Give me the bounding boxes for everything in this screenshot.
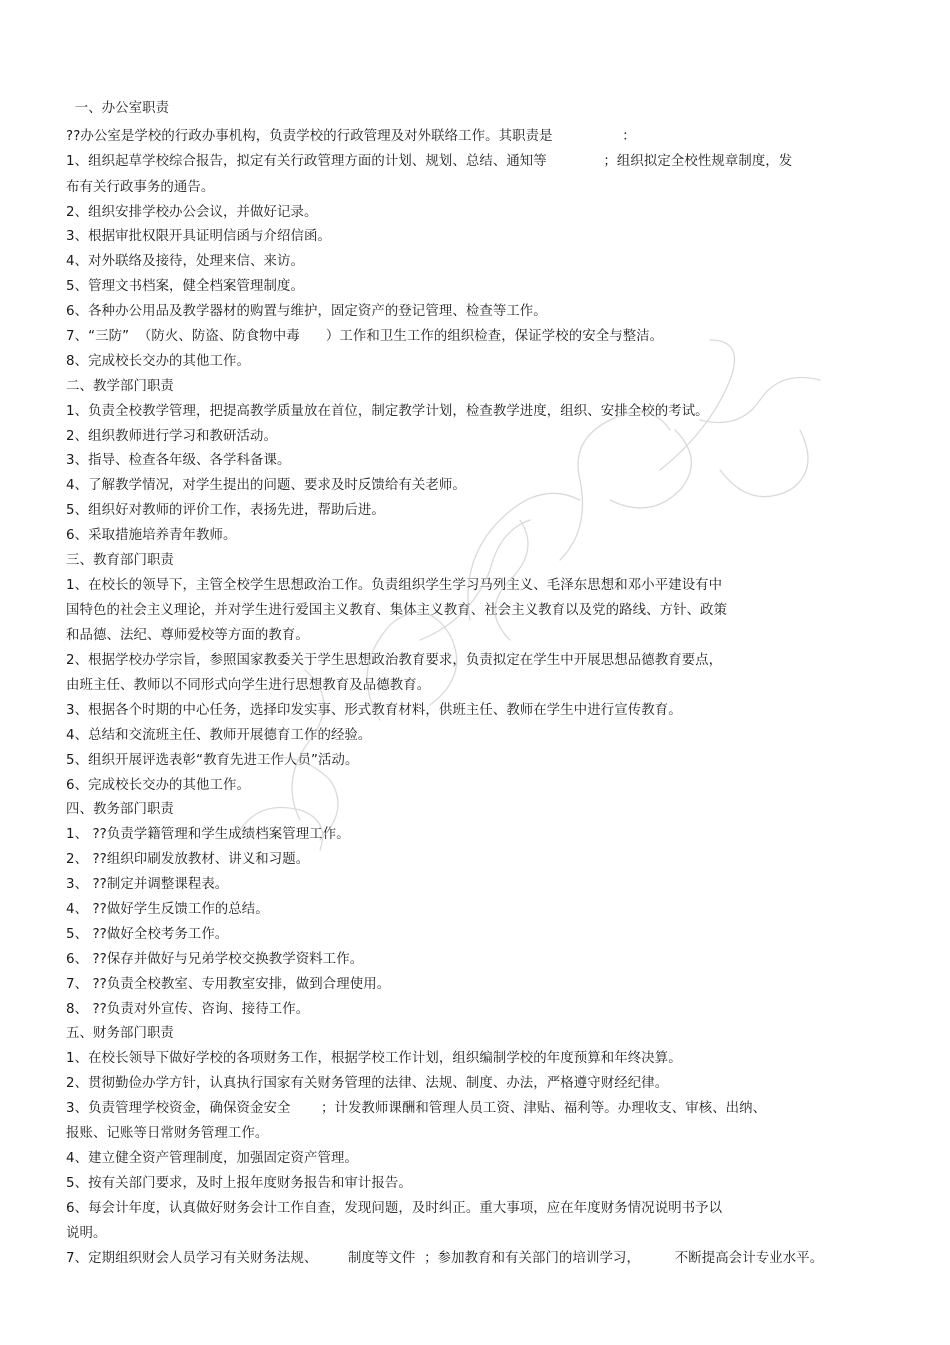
text-line: 8、 ??负责对外宣传、咨询、接待工作。: [66, 1002, 310, 1017]
text-line: 和品德、法纪、尊师爱校等方面的教育。: [66, 628, 309, 643]
text-line: 7、 ??负责全校教室、专用教室安排，做到合理使用。: [66, 977, 391, 992]
text-line: 3、根据审批权限开具证明信函与介绍信函。: [66, 229, 331, 244]
text-line: 6、完成校长交办的其他工作。: [66, 778, 250, 793]
text-line: 3、根据各个时期的中心任务，选择印发实事、形式教育材料，供班主任、教师在学生中进行宣传教育。: [66, 703, 682, 718]
text-line: 1、组织起草学校综合报告，拟定有关行政管理方面的计划、规划、总结、通知等 ；组织拟定全校性规章制度，发: [66, 154, 793, 169]
text-line: 3、负责管理学校资金，确保资金安全 ；计发教师课酬和管理人员工资、津贴、福利等。办理收支、审核、出纳、: [66, 1101, 767, 1116]
section-heading: 二、教学部门职责: [66, 379, 174, 394]
text-line: 4、 ??做好学生反馈工作的总结。: [66, 902, 269, 917]
text-line: 3、 ??制定并调整课程表。: [66, 877, 229, 892]
text-line: 1、负责全校教学管理，把提高教学质量放在首位，制定教学计划，检查教学进度，组织、安排全校的考试。: [66, 404, 709, 419]
section-heading: 一、办公室职责: [66, 101, 170, 116]
text-line: 布有关行政事务的通告。: [66, 180, 215, 195]
text-line: 由班主任、教师以不同形式向学生进行思想教育及品德教育。: [66, 678, 431, 693]
text-line: 5、按有关部门要求，及时上报年度财务报告和审计报告。: [66, 1176, 412, 1191]
text-line: 7、“三防” （防火、防盗、防食物中毒 ）工作和卫生工作的组织检查，保证学校的安全与整洁。: [66, 329, 664, 344]
text-line: 2、组织安排学校办公会议，并做好记录。: [66, 205, 318, 220]
text-line: 6、各种办公用品及教学器材的购置与维护，固定资产的登记管理、检查等工作。: [66, 304, 547, 319]
text-line: 4、建立健全资产管理制度，加强固定资产管理。: [66, 1151, 358, 1166]
text-line: 说明。: [66, 1226, 107, 1241]
text-line: 4、对外联络及接待，处理来信、来访。: [66, 254, 304, 269]
section-heading: 五、财务部门职责: [66, 1026, 174, 1041]
text-line: 国特色的社会主义理论，并对学生进行爱国主义教育、集体主义教育、社会主义教育以及党的路线、方针、政策: [66, 603, 728, 618]
text-line: ??办公室是学校的行政办事机构，负责学校的行政管理及对外联络工作。其职责是 ：: [66, 129, 636, 144]
text-line: 2、 ??组织印刷发放教材、讲义和习题。: [66, 852, 310, 867]
text-line: 3、指导、检查各年级、各学科备课。: [66, 453, 291, 468]
text-line: 6、采取措施培养青年教师。: [66, 528, 237, 543]
text-line: 报账、记账等日常财务管理工作。: [66, 1126, 269, 1141]
section-heading: 三、教育部门职责: [66, 553, 174, 568]
text-line: 8、完成校长交办的其他工作。: [66, 354, 250, 369]
section-heading: 四、教务部门职责: [66, 802, 174, 817]
text-line: 1、在校长领导下做好学校的各项财务工作，根据学校工作计划，组织编制学校的年度预算和年终决算。: [66, 1051, 682, 1066]
text-line: 5、组织开展评选表彰“教育先进工作人员”活动。: [66, 753, 359, 768]
text-line: 2、根据学校办学宗旨，参照国家教委关于学生思想政治教育要求，负责拟定在学生中开展思想品德教育要点，: [66, 653, 723, 668]
text-line: 6、 ??保存并做好与兄弟学校交换教学资料工作。: [66, 952, 364, 967]
text-line: 5、组织好对教师的评价工作，表扬先进，帮助后进。: [66, 503, 385, 518]
text-line: 2、组织教师进行学习和教研活动。: [66, 429, 277, 444]
text-line: 2、贯彻勤俭办学方针，认真执行国家有关财务管理的法律、法规、制度、办法，严格遵守财经纪律。: [66, 1076, 669, 1091]
text-line: 5、管理文书档案，健全档案管理制度。: [66, 279, 304, 294]
text-line: 7、定期组织财会人员学习有关财务法规、 制度等文件 ；参加教育和有关部门的培训学习， 不断提高会计专业水平。: [66, 1251, 824, 1266]
text-line: 5、 ??做好全校考务工作。: [66, 927, 229, 942]
text-line: 6、每会计年度，认真做好财务会计工作自查，发现问题，及时纠正。重大事项，应在年度财务情况说明书予以: [66, 1201, 723, 1216]
text-line: 1、 ??负责学籍管理和学生成绩档案管理工作。: [66, 827, 350, 842]
text-line: 1、在校长的领导下，主管全校学生思想政治工作。负责组织学生学习马列主义、毛泽东思想和邓小平建设有中: [66, 578, 723, 593]
text-line: 4、总结和交流班主任、教师开展德育工作的经验。: [66, 728, 372, 743]
text-line: 4、了解教学情况，对学生提出的问题、要求及时反馈给有关老师。: [66, 478, 466, 493]
